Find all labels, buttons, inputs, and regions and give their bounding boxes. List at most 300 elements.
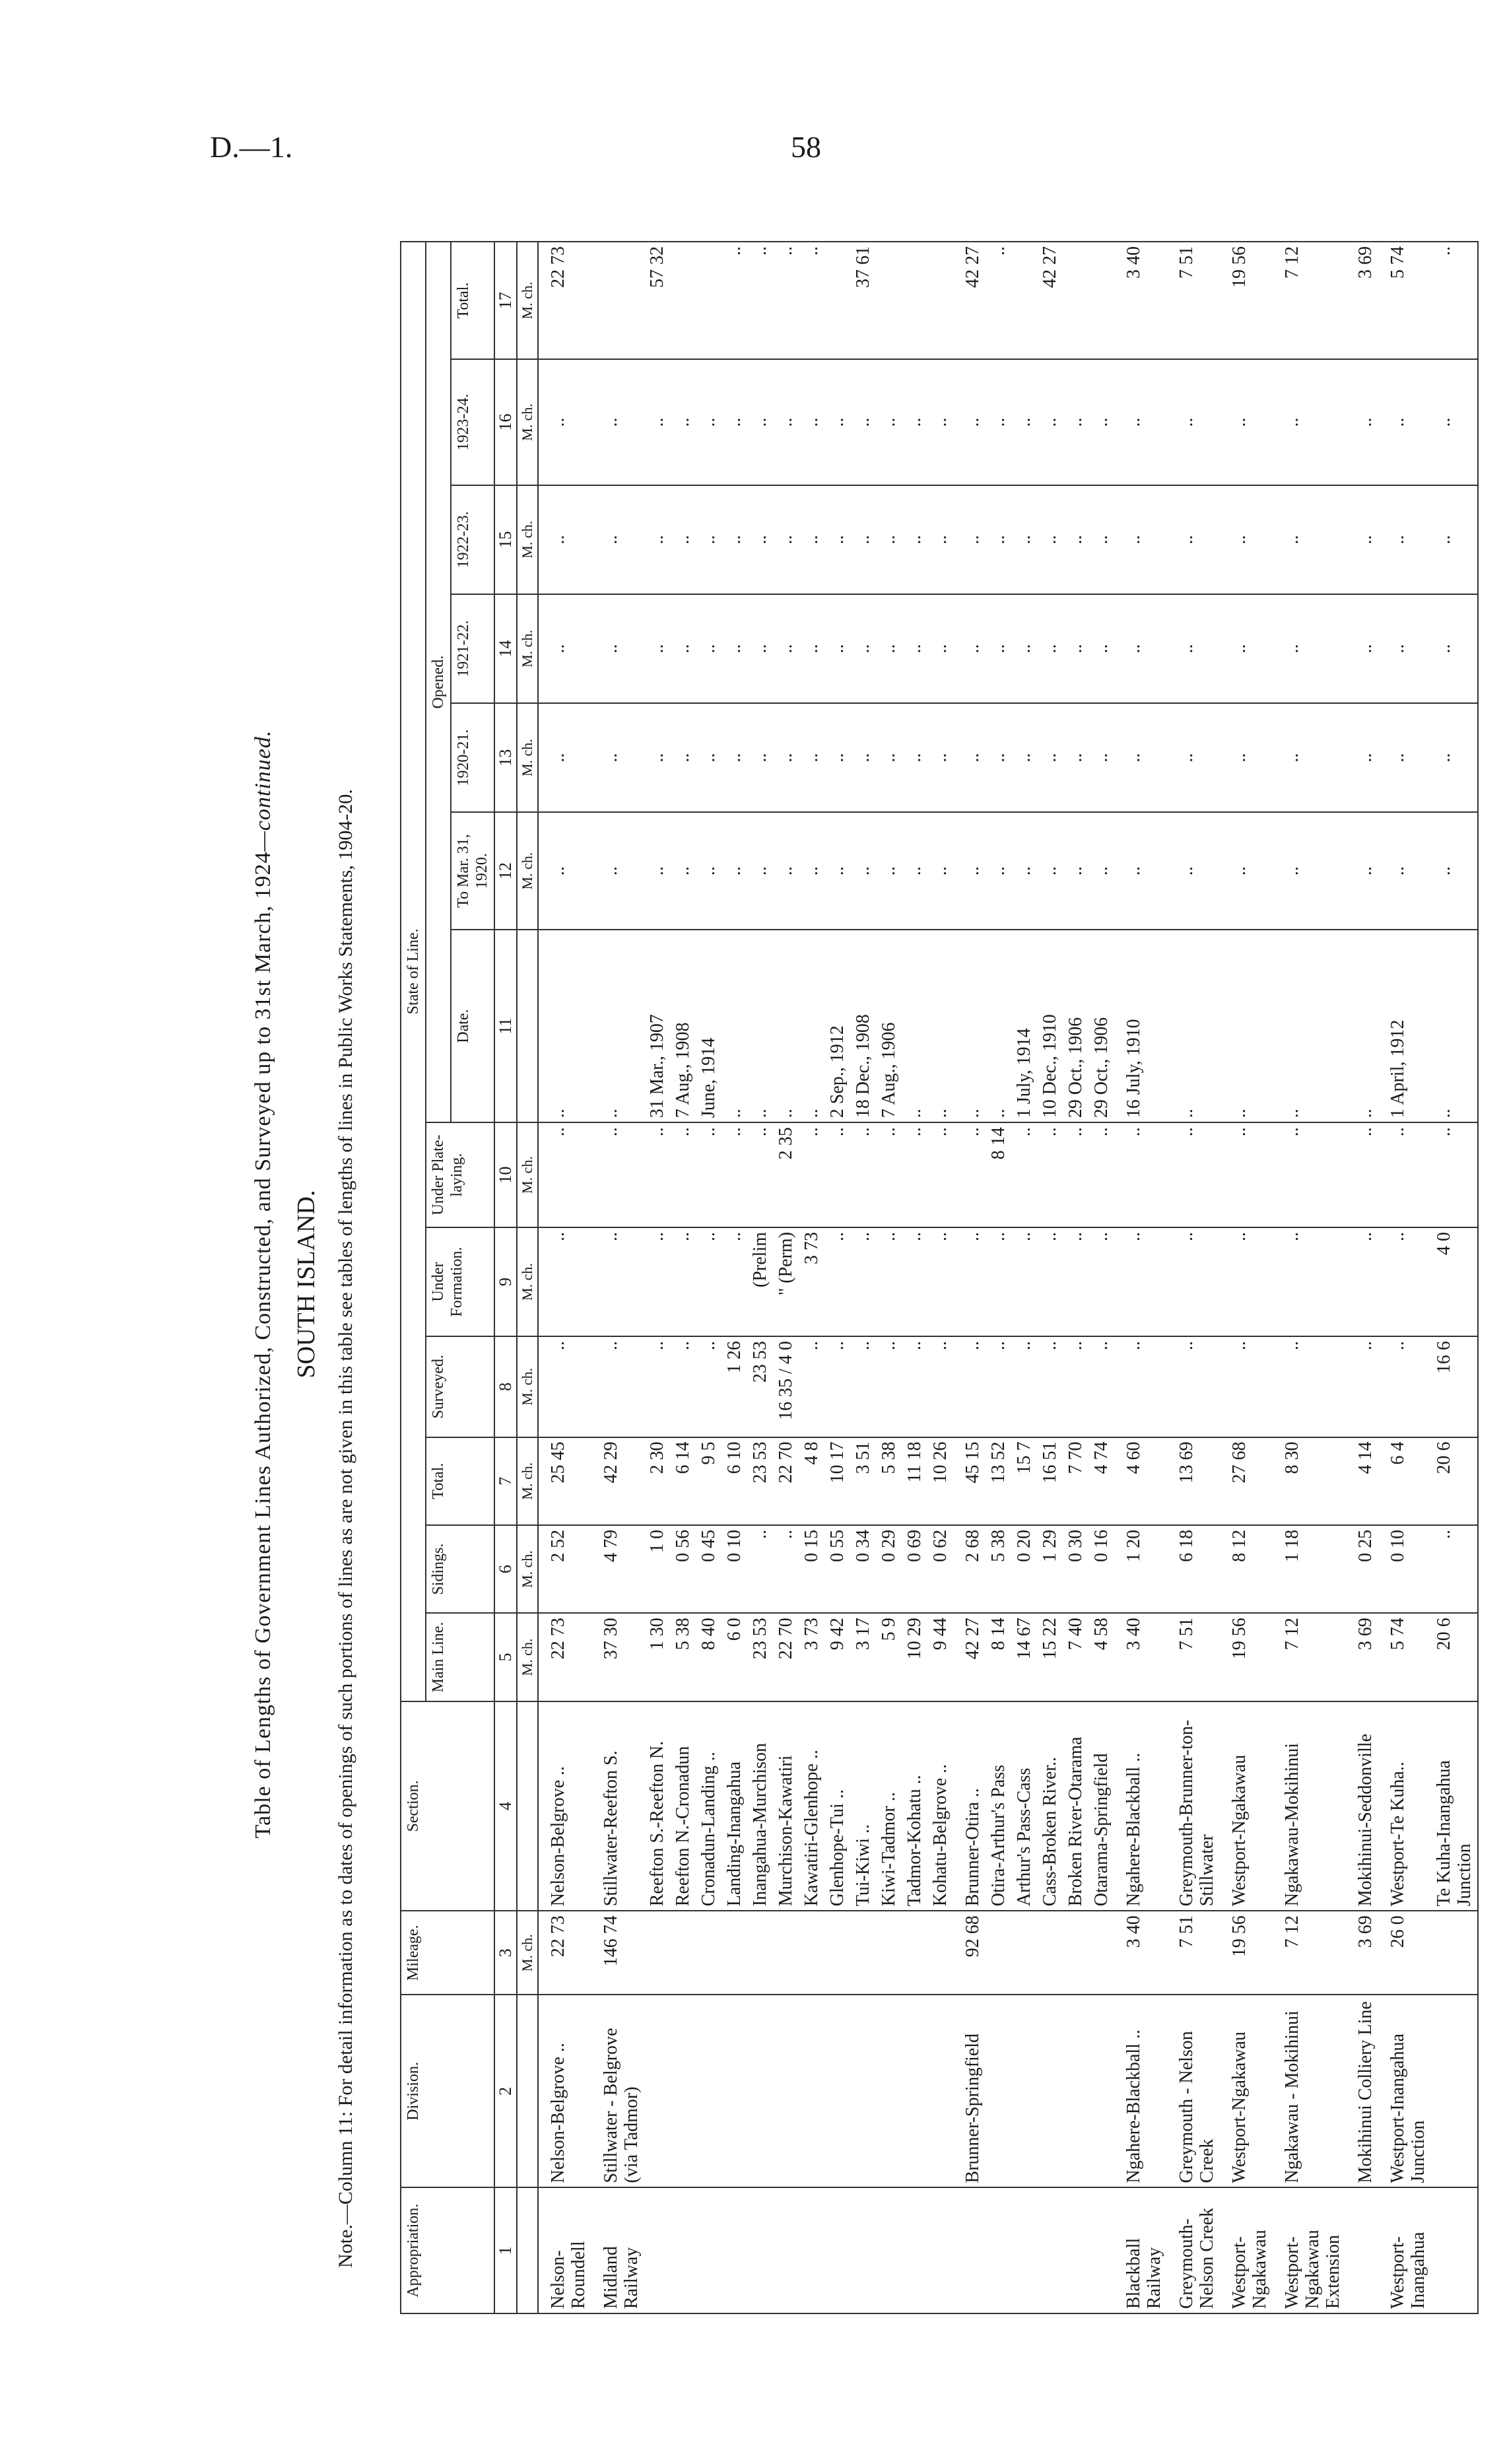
cell-1921-22: .. [1378,594,1431,703]
column-note: Note.—Column 11: For detail information as to dates of openings of such portions of lines as are not given in this table see tables of lengths of lines in Public Works Statements, 1904-20. [335,789,356,2268]
cell-total: 10 17 [824,1437,850,1525]
cell-under-platelaying: 8 14 [986,1122,1011,1227]
cell-division: Nelson-Belgrove .. [538,1995,591,2187]
cell-1921-22: .. [876,594,902,703]
cell-main-line: 7 40 [1063,1613,1088,1701]
cell-total: 13 69 [1167,1437,1220,1525]
cell-main-line: 7 51 [1167,1613,1220,1701]
cell-total: 11 18 [902,1437,927,1525]
cell-surveyed: .. [850,1336,876,1437]
cell-division: Westport-Inangahua Junction [1378,1995,1431,2187]
cell-1923-24: .. [1037,359,1063,485]
cell-1921-22: .. [538,594,591,703]
cell-1923-24: .. [1346,359,1378,485]
cell-division [1063,1995,1088,2187]
cell-total-opened: 5 74 [1378,242,1431,359]
cell-1920-21: .. [773,703,799,812]
cell-date: 7 Aug., 1908 [670,930,696,1122]
cell-surveyed: .. [902,1336,927,1437]
cell-1923-24: .. [1431,359,1478,485]
col-number: 12 [494,812,517,930]
header-total: Total. [426,1437,494,1525]
table-row [1063,242,1088,2313]
cell-section: Broken River-Otarama [1063,1701,1088,1911]
cell-1923-24: .. [1011,359,1037,485]
cell-appropriation [1037,2187,1063,2313]
cell-mileage [644,1911,670,1995]
cell-total-opened [670,242,696,359]
cell-date: 31 Mar., 1907 [644,930,670,1122]
cell-1921-22: .. [986,594,1011,703]
cell-total: 23 53 [747,1437,773,1525]
cell-under-formation: .. [1346,1227,1378,1336]
cell-1920-21: .. [1378,703,1431,812]
cell-appropriation [670,2187,696,2313]
cell-under-formation: .. [1273,1227,1346,1336]
cell-1922-23: .. [1063,485,1088,594]
cell-to-mar-1920: .. [591,812,644,930]
cell-main-line: 42 27 [953,1613,986,1701]
cell-1923-24: .. [986,359,1011,485]
cell-total: 42 29 [591,1437,644,1525]
cell-1921-22: .. [1431,594,1478,703]
unit-label: M. ch. [517,594,538,703]
cell-appropriation [1063,2187,1088,2313]
cell-division [773,1995,799,2187]
table-row [1273,242,1346,2313]
cell-under-platelaying: .. [876,1122,902,1227]
cell-total-opened: 42 27 [953,242,986,359]
header-1923-24: 1923-24. [451,359,494,485]
col-number: 2 [494,1995,517,2187]
cell-appropriation [644,2187,670,2313]
cell-date: 10 Dec., 1910 [1037,930,1063,1122]
cell-1923-24: .. [850,359,876,485]
cell-main-line: 10 29 [902,1613,927,1701]
cell-sidings: 0 20 [1011,1525,1037,1613]
cell-under-platelaying: .. [953,1122,986,1227]
cell-to-mar-1920: .. [927,812,953,930]
unit-label: M. ch. [517,1613,538,1701]
cell-sidings: 4 79 [591,1525,644,1613]
cell-section: Tui-Kiwi .. [850,1701,876,1911]
cell-1922-23: .. [1037,485,1063,594]
cell-to-mar-1920: .. [1378,812,1431,930]
cell-1923-24: .. [1378,359,1431,485]
cell-1921-22: .. [670,594,696,703]
cell-under-platelaying: .. [696,1122,721,1227]
col-number: 8 [494,1336,517,1437]
cell-main-line: 3 73 [799,1613,824,1701]
cell-to-mar-1920: .. [986,812,1011,930]
cell-1921-22: .. [799,594,824,703]
cell-division: Ngakawau - Mokihinui [1273,1995,1346,2187]
cell-1920-21: .. [670,703,696,812]
cell-date: .. [1167,930,1220,1122]
cell-total: 6 10 [721,1437,747,1525]
cell-section: Stillwater-Reefton S. [591,1701,644,1911]
cell-mileage: 3 40 [1114,1911,1167,1995]
table-row [1011,242,1037,2313]
cell-under-platelaying: .. [1378,1122,1431,1227]
cell-1920-21: .. [1273,703,1346,812]
cell-appropriation [799,2187,824,2313]
cell-division: Greymouth - Nelson Creek [1167,1995,1220,2187]
col-number: 4 [494,1701,517,1911]
cell-section: Reefton S.-Reefton N. [644,1701,670,1911]
cell-1920-21: .. [850,703,876,812]
cell-sidings: 1 18 [1273,1525,1346,1613]
cell-mileage [1431,1911,1478,1995]
cell-to-mar-1920: .. [538,812,591,930]
cell-total-opened: .. [1431,242,1478,359]
col-number: 13 [494,703,517,812]
cell-1923-24: .. [799,359,824,485]
cell-main-line: 23 53 [747,1613,773,1701]
cell-mileage [902,1911,927,1995]
cell-section: Greymouth-Brunner-ton-Stillwater [1167,1701,1220,1911]
unit-label: M. ch. [517,1525,538,1613]
header-appropriation: Appropriation. [401,2187,494,2313]
cell-1923-24: .. [1273,359,1346,485]
cell-1922-23: .. [538,485,591,594]
cell-date: .. [538,930,591,1122]
cell-main-line: 7 12 [1273,1613,1346,1701]
cell-total-opened [1063,242,1088,359]
cell-surveyed: .. [644,1336,670,1437]
table-row [799,242,824,2313]
cell-appropriation [986,2187,1011,2313]
cell-total-opened [1088,242,1114,359]
cell-mileage [1088,1911,1114,1995]
cell-1920-21: .. [1431,703,1478,812]
table-row [876,242,902,2313]
cell-main-line: 9 42 [824,1613,850,1701]
cell-section: Glenhope-Tui .. [824,1701,850,1911]
cell-under-formation: .. [591,1227,644,1336]
header-under-platelaying: Under Plate-laying. [426,1122,494,1227]
cell-section: Kiwi-Tadmor .. [876,1701,902,1911]
cell-sidings: 0 34 [850,1525,876,1613]
cell-1922-23: .. [1346,485,1378,594]
cell-sidings: 1 20 [1114,1525,1167,1613]
cell-under-formation: .. [1220,1227,1273,1336]
cell-total: 8 30 [1273,1437,1346,1525]
cell-1922-23: .. [644,485,670,594]
cell-appropriation [1088,2187,1114,2313]
cell-total: 4 74 [1088,1437,1114,1525]
cell-date: .. [721,930,747,1122]
cell-1922-23: .. [876,485,902,594]
cell-1923-24: .. [927,359,953,485]
cell-under-formation: " (Perm) [773,1227,799,1336]
cell-total: 7 70 [1063,1437,1088,1525]
cell-division: Brunner-Springfield [953,1995,986,2187]
cell-date: 1 April, 1912 [1378,930,1431,1122]
cell-mileage [927,1911,953,1995]
cell-appropriation [876,2187,902,2313]
cell-1922-23: .. [1431,485,1478,594]
cell-division: Ngahere-Blackball .. [1114,1995,1167,2187]
cell-1923-24: .. [1167,359,1220,485]
table-body [538,242,1478,2313]
cell-appropriation [773,2187,799,2313]
cell-appropriation [953,2187,986,2313]
cell-under-platelaying: .. [850,1122,876,1227]
cell-total: 9 5 [696,1437,721,1525]
cell-to-mar-1920: .. [1346,812,1378,930]
cell-date: .. [1431,930,1478,1122]
cell-surveyed: .. [824,1336,850,1437]
cell-mileage [1011,1911,1037,1995]
cell-section: Tadmor-Kohatu .. [902,1701,927,1911]
cell-surveyed: .. [953,1336,986,1437]
cell-main-line: 8 14 [986,1613,1011,1701]
cell-date: .. [747,930,773,1122]
cell-under-formation: .. [1011,1227,1037,1336]
cell-main-line: 20 6 [1431,1613,1478,1701]
cell-under-formation: .. [927,1227,953,1336]
cell-1920-21: .. [1037,703,1063,812]
cell-appropriation [1346,2187,1378,2313]
table-row [1167,242,1220,2313]
title-continued: —continued. [251,730,275,852]
table-row [1037,242,1063,2313]
col-number: 5 [494,1613,517,1701]
header-state-of-line: State of Line. [401,242,426,1701]
cell-sidings: 0 56 [670,1525,696,1613]
cell-surveyed: .. [538,1336,591,1437]
cell-sidings: 1 29 [1037,1525,1063,1613]
cell-date: 7 Aug., 1906 [876,930,902,1122]
cell-surveyed: 16 6 [1431,1336,1478,1437]
cell-mileage [1037,1911,1063,1995]
cell-appropriation: Westport-Ngakawau [1220,2187,1273,2313]
cell-appropriation: Nelson-Roundell [538,2187,591,2313]
cell-1922-23: .. [1378,485,1431,594]
cell-1920-21: .. [927,703,953,812]
cell-total-opened: 22 73 [538,242,591,359]
cell-section: Ngahere-Blackball .. [1114,1701,1167,1911]
cell-appropriation [1011,2187,1037,2313]
cell-appropriation [902,2187,927,2313]
cell-1923-24: .. [721,359,747,485]
cell-mileage: 3 69 [1346,1911,1378,1995]
cell-division: Westport-Ngakawau [1220,1995,1273,2187]
cell-to-mar-1920: .. [1220,812,1273,930]
unit-label: M. ch. [517,1911,538,1995]
cell-1921-22: .. [927,594,953,703]
table-row [1088,242,1114,2313]
cell-mileage: 7 12 [1273,1911,1346,1995]
header-main-line: Main Line. [426,1613,494,1701]
col-number: 1 [494,2187,517,2313]
cell-main-line: 15 22 [1037,1613,1063,1701]
cell-1920-21: .. [644,703,670,812]
cell-1921-22: .. [1346,594,1378,703]
cell-under-platelaying: .. [1220,1122,1273,1227]
cell-sidings: 1 0 [644,1525,670,1613]
cell-total: 45 15 [953,1437,986,1525]
cell-under-formation: .. [538,1227,591,1336]
header-mileage: Mileage. [401,1911,494,1995]
cell-division [902,1995,927,2187]
cell-division [1088,1995,1114,2187]
cell-division [1431,1995,1478,2187]
cell-sidings: 0 62 [927,1525,953,1613]
cell-total: 4 8 [799,1437,824,1525]
cell-1920-21: .. [1114,703,1167,812]
table-row [1431,242,1478,2313]
cell-total: 5 38 [876,1437,902,1525]
cell-1923-24: .. [824,359,850,485]
cell-main-line: 3 40 [1114,1613,1167,1701]
cell-total: 4 14 [1346,1437,1378,1525]
lines-table [400,241,1479,2314]
cell-1920-21: .. [696,703,721,812]
cell-mileage [721,1911,747,1995]
cell-total: 2 30 [644,1437,670,1525]
cell-1921-22: .. [1114,594,1167,703]
table-row [850,242,876,2313]
table-row [986,242,1011,2313]
cell-1922-23: .. [1011,485,1037,594]
cell-1920-21: .. [591,703,644,812]
cell-date: .. [1273,930,1346,1122]
cell-date: .. [591,930,644,1122]
cell-total-opened: 3 40 [1114,242,1167,359]
cell-main-line: 19 56 [1220,1613,1273,1701]
cell-to-mar-1920: .. [696,812,721,930]
cell-to-mar-1920: .. [850,812,876,930]
cell-date: 2 Sep., 1912 [824,930,850,1122]
cell-under-platelaying: .. [927,1122,953,1227]
cell-total: 16 51 [1037,1437,1063,1525]
cell-1922-23: .. [927,485,953,594]
col-number: 3 [494,1911,517,1995]
cell-surveyed: .. [591,1336,644,1437]
cell-total-opened [696,242,721,359]
cell-under-formation: .. [902,1227,927,1336]
cell-total-opened: 3 69 [1346,242,1378,359]
cell-appropriation [696,2187,721,2313]
cell-under-platelaying: .. [1431,1122,1478,1227]
cell-section: Otarama-Springfield [1088,1701,1114,1911]
cell-1920-21: .. [824,703,850,812]
cell-section: Cronadun-Landing .. [696,1701,721,1911]
cell-surveyed: .. [799,1336,824,1437]
header-1922-23: 1922-23. [451,485,494,594]
cell-to-mar-1920: .. [953,812,986,930]
cell-1920-21: .. [1088,703,1114,812]
cell-main-line: 14 67 [1011,1613,1037,1701]
cell-section: Arthur's Pass-Cass [1011,1701,1037,1911]
cell-division [850,1995,876,2187]
cell-1922-23: .. [850,485,876,594]
table-row [927,242,953,2313]
cell-section: Te Kuha-Inangahua Junction [1431,1701,1478,1911]
cell-mileage [696,1911,721,1995]
cell-sidings: 2 68 [953,1525,986,1613]
cell-total-opened: .. [799,242,824,359]
header-surveyed: Surveyed. [426,1336,494,1437]
col-number: 11 [494,930,517,1122]
cell-under-platelaying: .. [538,1122,591,1227]
cell-to-mar-1920: .. [824,812,850,930]
cell-1923-24: .. [696,359,721,485]
cell-mileage: 146 74 [591,1911,644,1995]
cell-section: Ngakawau-Mokihinui [1273,1701,1346,1911]
cell-mileage [799,1911,824,1995]
cell-sidings: 8 12 [1220,1525,1273,1613]
cell-1922-23: .. [902,485,927,594]
cell-division [986,1995,1011,2187]
cell-main-line: 5 9 [876,1613,902,1701]
table-title [251,241,276,2327]
cell-surveyed: .. [696,1336,721,1437]
cell-1922-23: .. [986,485,1011,594]
cell-1923-24: .. [876,359,902,485]
unit-label: M. ch. [517,359,538,485]
cell-main-line: 8 40 [696,1613,721,1701]
cell-sidings: 0 55 [824,1525,850,1613]
cell-1921-22: .. [1011,594,1037,703]
cell-under-platelaying: .. [591,1122,644,1227]
cell-division [644,1995,670,2187]
cell-section: Westport-Te Kuha.. [1378,1701,1431,1911]
cell-to-mar-1920: .. [721,812,747,930]
cell-sidings: .. [773,1525,799,1613]
cell-sidings: 6 18 [1167,1525,1220,1613]
cell-date: .. [799,930,824,1122]
cell-1921-22: .. [1037,594,1063,703]
header-date: Date. [451,930,494,1122]
cell-1923-24: .. [670,359,696,485]
cell-to-mar-1920: .. [1088,812,1114,930]
island-heading: SOUTH ISLAND. [292,1190,320,1379]
cell-under-platelaying: .. [721,1122,747,1227]
cell-sidings: .. [1431,1525,1478,1613]
header-division: Division. [401,1995,494,2187]
cell-under-platelaying: .. [824,1122,850,1227]
cell-appropriation: Midland Railway [591,2187,644,2313]
table-row [902,242,927,2313]
cell-sidings: 0 10 [721,1525,747,1613]
cell-1921-22: .. [696,594,721,703]
table-row [1378,242,1431,2313]
cell-under-formation: .. [986,1227,1011,1336]
cell-surveyed: .. [1114,1336,1167,1437]
cell-1922-23: .. [1273,485,1346,594]
cell-under-formation: .. [1167,1227,1220,1336]
cell-under-formation: .. [824,1227,850,1336]
unit-row [517,242,538,2313]
cell-section: Cass-Broken River.. [1037,1701,1063,1911]
cell-sidings: 0 15 [799,1525,824,1613]
cell-to-mar-1920: .. [1273,812,1346,930]
cell-main-line: 5 74 [1378,1613,1431,1701]
cell-surveyed: .. [1011,1336,1037,1437]
cell-1920-21: .. [986,703,1011,812]
unit-label: M. ch. [517,703,538,812]
cell-under-formation: .. [953,1227,986,1336]
cell-1923-24: .. [902,359,927,485]
cell-main-line: 22 73 [538,1613,591,1701]
cell-appropriation: Westport-Inangahua [1378,2187,1431,2313]
document-id: D.—1. [210,130,293,164]
cell-under-platelaying: 2 35 [773,1122,799,1227]
cell-surveyed: .. [1063,1336,1088,1437]
